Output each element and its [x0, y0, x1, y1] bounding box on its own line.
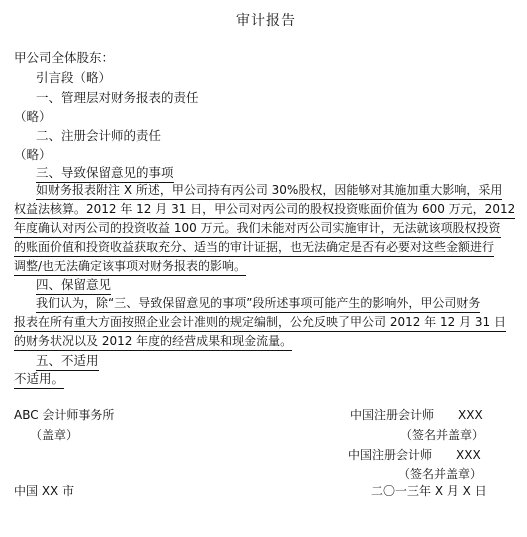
cpa2-sign: （签名并盖章） [398, 467, 483, 481]
addressee: 甲公司全体股东： [14, 50, 115, 65]
report-date: 二〇一三年 X 月 X 日 [371, 484, 487, 498]
section4-line: 的财务状况以及 2012 年度的经营成果和现金流量。 [14, 332, 292, 351]
firm-name: ABC 会计师事务所 [14, 408, 115, 422]
section5-heading: 五、不适用 [36, 351, 99, 371]
intro-heading: 引言段（略） [36, 70, 112, 85]
section5-body: 不适用。 [14, 369, 64, 389]
section2-heading: 二、注册会计师的责任 [36, 128, 162, 143]
section2-body: （略） [14, 147, 52, 162]
section4-line: 我们认为，除“三、导致保留意见的事项”段所述事项可能产生的影响外，甲公司财务 [36, 294, 480, 313]
cpa1-title: 中国注册会计师 XXX [350, 408, 483, 422]
location: 中国 XX 市 [14, 484, 75, 498]
section3-line: 年度确认对丙公司的投资收益 100 万元。我们未能对丙公司实施审计，无法就该项股权投资 [14, 219, 501, 238]
section3-line: 调整/也无法确定该事项对财务报表的影响。 [14, 257, 246, 276]
section1-heading: 一、管理层对财务报表的责任 [36, 90, 199, 105]
firm-seal: （盖章） [30, 428, 79, 442]
cpa2-title: 中国注册会计师 XXX [348, 448, 481, 462]
section3-line: 的账面价值和投资收益获取充分、适当的审计证据，也无法确定是否有必要对这些金额进行 [14, 238, 494, 257]
report-title: 审计报告 [236, 13, 296, 29]
section1-body: （略） [14, 109, 52, 124]
section4-line: 报表在所有重大方面按照企业会计准则的规定编制，公允反映了甲公司 2012 年 12 月 31 日 [14, 313, 506, 332]
section3-heading: 三、导致保留意见的事项 [36, 163, 174, 183]
section3-line: 权益法核算。2012 年 12 月 31 日，甲公司对丙公司的股权投资账面价值为 600 万元，2012 [14, 200, 515, 219]
section3-line: 如财务报表附注 X 所述，甲公司持有丙公司 30%股权，因能够对其施加重大影响，采用 [36, 181, 502, 200]
section4-heading: 四、保留意见 [36, 275, 111, 295]
cpa1-sign: （签名并盖章） [400, 428, 485, 442]
